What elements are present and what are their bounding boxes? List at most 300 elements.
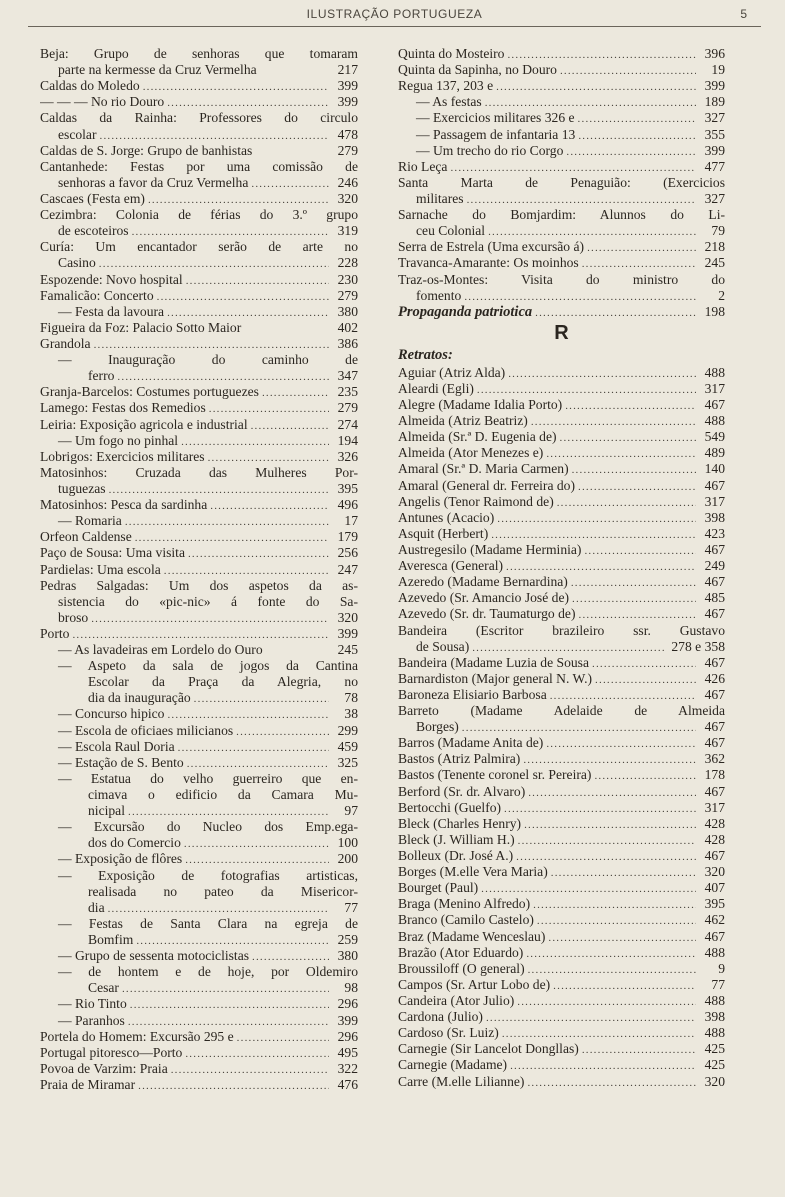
leader-dots <box>464 289 696 304</box>
index-entry <box>40 127 358 143</box>
leader-dots <box>209 401 329 416</box>
leader-dots <box>143 79 329 94</box>
entry-text: Campos (Sr. Artur Lobo de) <box>398 976 551 992</box>
entry-text: — Festa da lavoura <box>58 303 165 319</box>
leader-dots <box>262 385 329 400</box>
leader-dots <box>91 611 329 626</box>
entry-text: — Escola de oficiaes milicianos <box>58 722 234 738</box>
index-group-retratos <box>398 365 725 1090</box>
leader-dots <box>504 801 696 816</box>
page-ref: 17 <box>344 513 358 529</box>
index-entry <box>398 655 725 671</box>
page-ref: 235 <box>337 384 358 400</box>
index-entry <box>398 703 725 719</box>
index-entry-propaganda <box>398 304 725 321</box>
index-entry <box>40 900 358 916</box>
page-ref: 322 <box>337 1060 358 1076</box>
entry-text: Barros (Madame Anita de) <box>398 735 544 751</box>
index-entry <box>40 819 358 835</box>
page-ref: 179 <box>337 529 358 545</box>
index-entry <box>398 445 725 461</box>
index-entry <box>398 526 725 542</box>
page-ref: 488 <box>704 413 725 429</box>
leader-dots <box>578 128 696 143</box>
index-entry <box>40 851 358 867</box>
entry-text: Rio Leça <box>398 158 448 174</box>
page-ref: 98 <box>344 980 358 996</box>
entry-text: dia <box>88 899 105 915</box>
leader-dots <box>517 994 696 1009</box>
index-entry <box>398 94 725 110</box>
entry-text: Caldas de S. Jorge: Grupo de banhistas <box>40 142 253 158</box>
page-ref: 9 <box>718 960 725 976</box>
page-ref: 467 <box>704 396 725 412</box>
leader-dots <box>553 978 696 993</box>
page-ref: 467 <box>704 783 725 799</box>
entry-text: — Um trecho do rio Corgo <box>416 142 564 158</box>
entry-text: parte na kermesse da Cruz Vermelha <box>58 62 257 78</box>
entry-text: Regua 137, 203 e <box>398 78 494 94</box>
entry-text: Borges) <box>416 719 459 735</box>
entry-text: Espozende: Novo hospital <box>40 271 183 287</box>
index-entry <box>398 542 725 558</box>
page-ref: 477 <box>704 158 725 174</box>
page-ref: 362 <box>704 751 725 767</box>
index-entry <box>40 964 358 980</box>
entry-text: Almeida (Atriz Beatriz) <box>398 413 528 429</box>
index-entry <box>40 94 358 110</box>
page-ref: 325 <box>337 754 358 770</box>
leader-dots <box>550 688 696 703</box>
index-entry <box>40 835 358 851</box>
index-entry <box>398 912 725 928</box>
leader-dots <box>571 575 696 590</box>
leader-dots <box>128 804 329 819</box>
index-entry <box>40 46 358 62</box>
index-entry <box>398 735 725 751</box>
index-entry <box>40 771 358 787</box>
entry-text: Carnegie (Madame) <box>398 1057 508 1073</box>
entry-text: Berford (Sr. dr. Alvaro) <box>398 783 526 799</box>
index-entry <box>40 1013 358 1029</box>
page-ref: 320 <box>337 190 358 206</box>
index-entry <box>398 461 725 477</box>
entry-text: Branco (Camilo Castelo) <box>398 912 534 928</box>
index-entry <box>40 916 358 932</box>
leader-dots <box>548 930 696 945</box>
index-entry <box>40 384 358 400</box>
leader-dots <box>99 256 329 271</box>
leader-dots <box>546 736 696 751</box>
entry-text: Famalicão: Concerto <box>40 287 154 303</box>
page-ref: 2 <box>718 287 725 303</box>
entry-text: Cantanhede: Festas por uma comissão de <box>40 158 358 174</box>
page-ref: 380 <box>337 948 358 964</box>
leader-dots <box>578 479 696 494</box>
entry-text: Beja: Grupo de senhoras que tomaram <box>40 46 358 61</box>
page-ref: 485 <box>704 590 725 606</box>
entry-text: Curía: Um encantador serão de arte no <box>40 239 358 255</box>
leader-dots <box>100 128 330 143</box>
index-entry <box>40 191 358 207</box>
entry-text: Figueira da Foz: Palacio Sotto Maior <box>40 319 242 335</box>
index-entry <box>40 562 358 578</box>
index-entry <box>398 365 725 381</box>
entry-text: ferro <box>88 368 115 384</box>
index-entry <box>398 961 725 977</box>
page-ref: 395 <box>337 480 358 496</box>
entry-text: cimava o edificio da Camara Mu- <box>88 787 358 803</box>
index-entry <box>398 255 725 271</box>
entry-text: Asquit (Herbert) <box>398 525 489 541</box>
leader-dots <box>450 160 696 175</box>
entry-text: Grandola <box>40 335 91 351</box>
entry-text: dia da inauguração <box>88 690 191 706</box>
page-ref: 247 <box>337 561 358 577</box>
leader-dots <box>507 47 696 62</box>
entry-text: — de hontem e de hoje, por Oldemiro <box>58 964 358 980</box>
entry-text: Casino <box>58 255 96 271</box>
page-ref: 296 <box>337 1028 358 1044</box>
entry-text: Cesar <box>88 980 119 996</box>
page-ref: 327 <box>704 190 725 206</box>
page-ref: 428 <box>704 815 725 831</box>
leader-dots <box>135 530 329 545</box>
entry-text: — Grupo de sessenta motociclistas <box>58 948 250 964</box>
section-letter: R <box>554 321 569 344</box>
leader-dots <box>518 833 696 848</box>
page-ref: 228 <box>337 255 358 271</box>
leader-dots <box>506 559 696 574</box>
page-ref: 399 <box>337 625 358 641</box>
page-ref: 467 <box>704 574 725 590</box>
entry-text: Caldas do Moledo <box>40 78 140 94</box>
index-entry <box>40 449 358 465</box>
index-entry <box>40 932 358 948</box>
page-ref: 462 <box>704 912 725 928</box>
index-entry <box>398 288 725 304</box>
leader-dots <box>524 817 696 832</box>
entry-text: Paço de Sousa: Uma visita <box>40 545 185 561</box>
entry-text: Quinta da Sapinha, no Douro <box>398 62 557 78</box>
index-entry <box>40 175 358 191</box>
leader-dots <box>125 514 329 529</box>
index-entry <box>40 368 358 384</box>
index-entry <box>398 272 725 288</box>
entry-text: militares <box>416 190 464 206</box>
page-ref: 245 <box>337 642 358 658</box>
index-entry <box>398 175 725 191</box>
page-ref: 140 <box>704 461 725 477</box>
leader-dots <box>185 852 329 867</box>
entry-text: Santa Marta de Penaguião: (Exercicios <box>398 174 725 190</box>
page-ref: 399 <box>704 142 725 158</box>
page-ref: 398 <box>704 1009 725 1025</box>
index-entry <box>40 1029 358 1045</box>
entry-text: Lamego: Festas dos Remedios <box>40 400 206 416</box>
index-entry <box>40 304 358 320</box>
page-ref: 178 <box>704 767 725 783</box>
index-entry <box>398 977 725 993</box>
page-ref: 467 <box>704 686 725 702</box>
entry-text: dos do Comercio <box>88 835 181 851</box>
leader-dots <box>486 1010 696 1025</box>
leader-dots <box>527 1075 696 1090</box>
entry-text: Bourget (Paul) <box>398 880 479 896</box>
index-entry <box>40 739 358 755</box>
index-entry <box>40 62 358 78</box>
entry-text: Amaral (General dr. Ferreira do) <box>398 477 576 493</box>
page-ref: 299 <box>337 722 358 738</box>
page-ref: 399 <box>337 94 358 110</box>
page-ref: 467 <box>704 848 725 864</box>
index-entry <box>40 578 358 594</box>
index-entry <box>40 481 358 497</box>
entry-text: Lobrigos: Exercicios militares <box>40 448 205 464</box>
entry-text: Almeida (Sr.ª D. Eugenia de) <box>398 429 557 445</box>
index-entry <box>40 529 358 545</box>
entry-text: — Rio Tinto <box>58 996 127 1012</box>
entry-text: de escoteiros <box>58 223 129 239</box>
index-entry <box>40 803 358 819</box>
index-entry <box>40 513 358 529</box>
index-entry <box>398 510 725 526</box>
index-entry <box>40 433 358 449</box>
index-entry <box>40 223 358 239</box>
entry-text: Azevedo (Sr. Amancio José de) <box>398 590 570 606</box>
index-entry <box>398 929 725 945</box>
entry-text: Bolleux (Dr. José A.) <box>398 848 514 864</box>
entry-text: Bastos (Tenente coronel sr. Pereira) <box>398 767 592 783</box>
leader-dots <box>579 607 697 622</box>
entry-text: nicipal <box>88 803 125 819</box>
index-entry <box>398 110 725 126</box>
leader-dots <box>551 865 696 880</box>
leader-dots <box>72 627 329 642</box>
page-ref: 549 <box>704 429 725 445</box>
index-entry <box>40 417 358 433</box>
page-ref: 320 <box>337 609 358 625</box>
entry-text: Orfeon Caldense <box>40 529 132 545</box>
leader-dots <box>560 63 696 78</box>
index-entry <box>398 1041 725 1057</box>
page-ref: 296 <box>337 996 358 1012</box>
entry-text: Brazão (Ator Eduardo) <box>398 944 524 960</box>
leader-dots <box>251 176 329 191</box>
page-ref: 218 <box>704 239 725 255</box>
index-entry <box>398 191 725 207</box>
page-ref: 495 <box>337 1044 358 1060</box>
entry-text: escolar <box>58 126 97 142</box>
entry-text: Aleardi (Egli) <box>398 380 474 396</box>
page-ref: 97 <box>344 803 358 819</box>
journal-title: ILUSTRAÇÃO PORTUGUEZA <box>306 7 483 21</box>
index-entry <box>398 880 725 896</box>
index-entry <box>40 110 358 126</box>
entry-text: Serra de Estrela (Uma excursão á) <box>398 239 585 255</box>
leader-dots <box>167 95 329 110</box>
leader-dots <box>251 418 329 433</box>
index-entry <box>40 723 358 739</box>
page-ref: 189 <box>704 94 725 110</box>
leader-dots <box>582 1042 696 1057</box>
entry-text: Barreto (Madame Adelaide de Almeida <box>398 703 725 719</box>
entry-text: — Excursão do Nucleo dos Emp.ega- <box>58 819 358 835</box>
retratos-heading: Retratos: <box>398 346 453 363</box>
entry-text: Averesca (General) <box>398 558 504 574</box>
entry-text: Almeida (Ator Menezes e) <box>398 445 544 461</box>
index-entry <box>40 706 358 722</box>
index-entry <box>398 397 725 413</box>
leader-dots <box>178 740 329 755</box>
page-number: 5 <box>740 7 747 21</box>
index-entry <box>398 816 725 832</box>
index-entry <box>398 127 725 143</box>
leader-dots <box>94 337 329 352</box>
page-header <box>28 0 761 27</box>
page-ref: 467 <box>704 654 725 670</box>
index-entry <box>398 223 725 239</box>
leader-dots <box>546 446 696 461</box>
page-ref: 256 <box>337 545 358 561</box>
index-entry <box>40 980 358 996</box>
index-entry <box>40 884 358 900</box>
leader-dots <box>557 495 696 510</box>
index-entry <box>398 719 725 735</box>
leader-dots <box>185 1046 329 1061</box>
index-entry <box>398 784 725 800</box>
index-entry <box>398 78 725 94</box>
entry-text: — Concurso hipico <box>58 706 165 722</box>
index-entry <box>40 255 358 271</box>
leader-dots <box>488 224 696 239</box>
index-entry <box>40 1045 358 1061</box>
leader-dots <box>187 756 329 771</box>
page-ref: 467 <box>704 719 725 735</box>
index-entry <box>40 690 358 706</box>
page-ref: 278 e 358 <box>671 638 725 654</box>
index-entry <box>40 78 358 94</box>
page-ref: 79 <box>711 223 725 239</box>
leader-dots <box>117 369 329 384</box>
index-entry <box>40 288 358 304</box>
leader-dots <box>572 591 696 606</box>
index-entry <box>398 413 725 429</box>
index-entry <box>398 896 725 912</box>
leader-dots <box>533 897 696 912</box>
leader-dots <box>128 1014 329 1029</box>
index-entry <box>398 46 725 62</box>
entry-text: — Exercicios militares 326 e <box>416 110 575 126</box>
entry-text: de Sousa) <box>416 638 470 654</box>
page-ref: 317 <box>704 493 725 509</box>
entry-text: Azeredo (Madame Bernardina) <box>398 574 568 590</box>
index-entry <box>398 993 725 1009</box>
page-ref: 194 <box>337 432 358 448</box>
page-ref: 386 <box>337 335 358 351</box>
index-entry <box>40 594 358 610</box>
entry-text: — As lavadeiras em Lordelo do Ouro <box>58 642 263 658</box>
index-entry <box>40 948 358 964</box>
entry-text: — Exposição de flôres <box>58 851 183 867</box>
leader-dots <box>467 192 696 207</box>
entry-text: Bandeira (Escritor brazileiro ssr. Gustavo <box>398 622 725 638</box>
index-entry <box>40 1061 358 1077</box>
leader-dots <box>528 962 696 977</box>
index-entry <box>40 658 358 674</box>
page-ref: 77 <box>344 899 358 915</box>
index-entry <box>398 687 725 703</box>
leader-dots <box>587 240 696 255</box>
page-ref: 478 <box>337 126 358 142</box>
index-entry <box>398 381 725 397</box>
page-ref: 407 <box>704 880 725 896</box>
leader-dots <box>565 398 696 413</box>
leader-dots <box>516 849 696 864</box>
index-entry <box>40 674 358 690</box>
entry-text: Granja-Barcelos: Costumes portuguezes <box>40 384 259 400</box>
leader-dots <box>592 656 696 671</box>
entry-text: Praia de Miramar <box>40 1077 136 1092</box>
leader-dots <box>194 691 329 706</box>
entry-text: Porto <box>40 625 70 641</box>
leader-dots <box>481 881 696 896</box>
leader-dots <box>528 785 696 800</box>
entry-text: Borges (M.elle Vera Maria) <box>398 864 548 880</box>
index-entry <box>398 429 725 445</box>
leader-dots <box>537 913 696 928</box>
index-entry <box>398 800 725 816</box>
leader-dots <box>560 430 696 445</box>
entry-text: Matosinhos: Pesca da sardinha <box>40 497 208 513</box>
index-entry <box>40 996 358 1012</box>
index-entry <box>40 497 358 513</box>
leader-dots <box>578 111 696 126</box>
page-ref: 398 <box>704 509 725 525</box>
entry-text: Bertocchi (Guelfo) <box>398 799 502 815</box>
entry-text: — Romaria <box>58 513 122 529</box>
index-entry <box>40 239 358 255</box>
page-ref: 78 <box>344 690 358 706</box>
page-ref: 217 <box>337 62 358 78</box>
page-ref: 396 <box>704 46 725 61</box>
index-entry <box>40 1077 358 1093</box>
index-entry <box>398 1074 725 1090</box>
leader-dots <box>164 563 329 578</box>
entry-text: — Um fogo no pinhal <box>58 432 179 448</box>
page-ref: 19 <box>711 62 725 78</box>
page-ref: 279 <box>337 287 358 303</box>
index-entry <box>40 320 358 336</box>
index-entry <box>398 945 725 961</box>
index-column-left <box>40 46 358 1093</box>
leader-dots <box>136 933 329 948</box>
page-ref: 347 <box>337 368 358 384</box>
entry-text: Caldas da Rainha: Professores do circulo <box>40 110 358 126</box>
leader-dots <box>508 366 696 381</box>
index-entry <box>40 400 358 416</box>
entry-text: Pedras Salgadas: Um dos aspetos da as- <box>40 577 358 593</box>
entry-text: Braz (Madame Wenceslau) <box>398 928 546 944</box>
entry-text: — Passagem de infantaria 13 <box>416 126 576 142</box>
index-entry <box>40 272 358 288</box>
leader-dots <box>109 482 329 497</box>
leader-dots <box>523 752 696 767</box>
page-ref: 319 <box>337 223 358 239</box>
page-ref: 467 <box>704 928 725 944</box>
entry-text: — As festas <box>416 94 482 110</box>
index-entry <box>398 751 725 767</box>
